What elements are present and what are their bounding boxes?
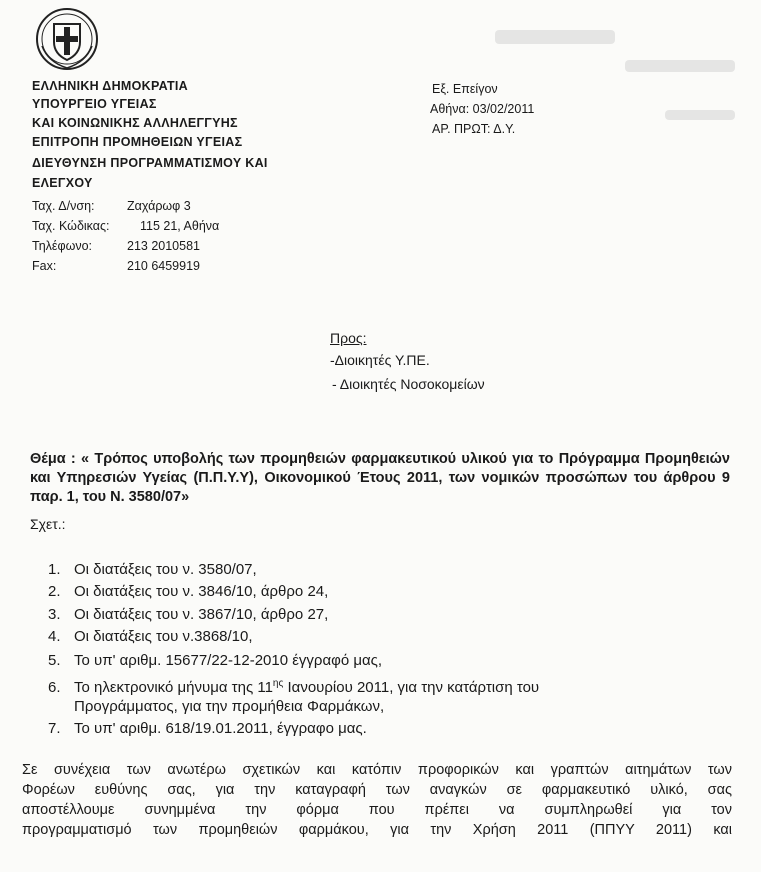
header-line: ΚΑΙ ΚΟΙΝΩΝΙΚΗΣ ΑΛΛΗΛΕΓΓΥΗΣ [32, 116, 238, 130]
coat-of-arms-icon [34, 6, 100, 72]
reference-text: Το υπ' αριθμ. 15677/22-12-2010 έγγραφό μας, [74, 652, 383, 669]
scan-smudge [625, 60, 735, 72]
references-label: Σχετ.: [30, 516, 66, 532]
reference-number: 6. [48, 679, 61, 696]
postal-label: Ταχ. Κώδικας: [32, 219, 110, 233]
reference-text: Οι διατάξεις του ν.3868/10, [74, 628, 253, 645]
address-value: Ζαχάρωφ 3 [127, 199, 191, 213]
reference-number: 5. [48, 652, 61, 669]
reference-item [48, 583, 328, 600]
body-line: Σε συνέχεια των ανωτέρω σχετικών και κατόπιν προφορικών και γραπτών αιτημάτων των [22, 762, 732, 778]
reference-number: 3. [48, 606, 61, 623]
reference-item [48, 628, 253, 645]
reference-number: 4. [48, 628, 61, 645]
reference-item [48, 561, 257, 578]
body-paragraph [22, 760, 732, 840]
header-line: ΥΠΟΥΡΓΕΙΟ ΥΓΕΙΑΣ [32, 97, 157, 111]
fax-label: Fax: [32, 259, 57, 273]
reference-superscript: ης [272, 678, 284, 689]
reference-text: Το ηλεκτρονικό μήνυμα της 11 [74, 679, 273, 696]
recipient-item: - Διοικητές Νοσοκομείων [332, 376, 485, 392]
subject-paragraph: Θέμα : « Τρόπος υποβολής των προμηθειών φαρμακευτικού υλικού για το Πρόγραμμα Προμηθειών και Υπηρεσιών Υγείας (Π.Π.Υ.Υ), Οικονομικού Έτους 2011, των νομικών προσώπων του άρθρου 9 παρ. 1, του Ν. 3580/07» [30, 451, 730, 505]
recipient-item: -Διοικητές Υ.ΠΕ. [330, 352, 430, 368]
protocol-label: ΑΡ. ΠΡΩΤ: Δ.Υ. [432, 122, 516, 136]
reference-item-continuation [74, 698, 384, 715]
body-line: προγραμματισμό των προμηθειών φαρμάκου, για την Χρήση 2011 (ΠΠΥΥ 2011) και [22, 822, 732, 838]
header-line: ΔΙΕΥΘΥΝΣΗ ΠΡΟΓΡΑΜΜΑΤΙΣΜΟΥ ΚΑΙ [32, 156, 268, 170]
reference-text: Ιανουρίου 2011, για την κατάρτιση του [283, 679, 540, 696]
body-line: αποστέλλουμε συνημμένα την φόρμα που πρέπει να συμπληρωθεί για τον [22, 802, 732, 818]
reference-number: 1. [48, 561, 61, 578]
reference-item [48, 678, 728, 696]
fax-value: 210 6459919 [127, 259, 200, 273]
urgency-label: Εξ. Επείγον [432, 82, 498, 96]
phone-label: Τηλέφωνο: [32, 239, 93, 253]
reference-text: Οι διατάξεις του ν. 3867/10, άρθρο 27, [74, 606, 329, 623]
reference-item [48, 652, 382, 669]
header-line: ΕΛΕΓΧΟΥ [32, 176, 93, 190]
header-line: ΕΠΙΤΡΟΠΗ ΠΡΟΜΗΘΕΙΩΝ ΥΓΕΙΑΣ [32, 135, 243, 149]
recipients-label: Προς: [330, 330, 367, 346]
scan-smudge [495, 30, 615, 44]
scan-smudge [665, 110, 735, 120]
reference-item [48, 720, 367, 737]
reference-number: 7. [48, 720, 61, 737]
phone-value: 213 2010581 [127, 239, 200, 253]
reference-number: 2. [48, 583, 61, 600]
reference-text: Προγράμματος, για την προμήθεια Φαρμάκων, [74, 698, 385, 715]
header-line: ΕΛΛΗΝΙΚΗ ΔΗΜΟΚΡΑΤΙΑ [32, 79, 189, 93]
address-label: Ταχ. Δ/νση: [32, 199, 95, 213]
reference-text: Οι διατάξεις του ν. 3580/07, [74, 561, 257, 578]
reference-text: Το υπ' αριθμ. 618/19.01.2011, έγγραφο μας. [74, 720, 367, 737]
body-line: Φορέων ευθύνης σας, για την καταγραφή των αναγκών σε φαρμακευτικό υλικό, σας [22, 782, 732, 798]
postal-value: 115 21, Αθήνα [140, 219, 220, 233]
reference-text: Οι διατάξεις του ν. 3846/10, άρθρο 24, [74, 583, 329, 600]
date-label: Αθήνα: 03/02/2011 [430, 102, 535, 116]
reference-item [48, 606, 328, 623]
